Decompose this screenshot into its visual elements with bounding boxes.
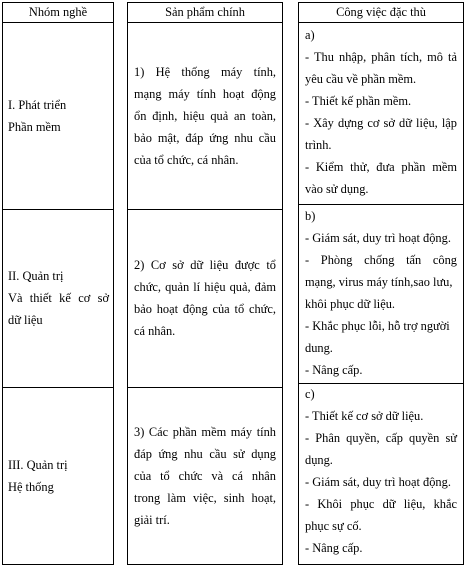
product-1-line-2: mạng máy tính hoạt động	[134, 86, 276, 101]
group-cell-2	[3, 209, 113, 387]
product-1-line-4: bảo mật, đáp ứng nhu cầu	[134, 130, 276, 145]
group-2-line-2: Và thiết kế cơ sở	[8, 291, 109, 305]
header-specific-tasks: Công việc đặc thù	[336, 5, 426, 19]
column-specific-tasks	[298, 2, 464, 565]
task-a-line-7: vào sử dụng.	[305, 182, 369, 196]
task-c-line-7: - Nâng cấp.	[305, 541, 363, 555]
column-career-group	[2, 2, 114, 565]
task-cell-c	[299, 383, 463, 564]
task-c-line-5: - Khôi phục dữ liệu, khắc	[305, 497, 457, 511]
group-cell-1	[3, 22, 113, 209]
group-3-line-2: Hệ thống	[8, 479, 54, 494]
product-2-line-1: 2) Cơ sở dữ liệu được tổ	[134, 258, 276, 272]
task-a-label: a)	[305, 28, 315, 42]
table-border	[299, 564, 463, 565]
product-2-line-3: bảo hoạt động của tổ chức,	[134, 302, 276, 316]
task-b-line-3: mạng, virus máy tính,sao lưu,	[305, 275, 453, 289]
task-cell-b	[299, 205, 463, 383]
task-c-line-1: - Thiết kế cơ sở dữ liệu.	[305, 409, 424, 423]
task-a-line-5: trình.	[305, 138, 332, 152]
product-2-line-2: chức, quản lí hiệu quả, đảm	[134, 280, 276, 294]
product-1-line-3: ổn định, hiệu quả an toàn,	[134, 108, 276, 123]
task-b-line-5: - Khắc phục lỗi, hỗ trợ người	[305, 319, 450, 333]
group-cell-3	[3, 387, 113, 564]
task-b-line-2: - Phòng chống tấn công	[305, 253, 457, 267]
product-1-line-5: của tổ chức, cá nhân.	[134, 152, 239, 167]
group-1-line-2: Phần mềm	[8, 119, 61, 134]
group-2-line-1: II. Quản trị	[8, 269, 64, 283]
product-2-line-4: cá nhân.	[134, 324, 176, 338]
task-b-line-1: - Giám sát, duy trì hoạt động.	[305, 231, 451, 245]
table-border	[299, 22, 463, 23]
product-3-line-5: giải trí.	[134, 512, 170, 527]
table-border	[3, 564, 113, 565]
task-a-line-3: - Thiết kế phần mềm.	[305, 94, 412, 108]
task-c-line-3: dụng.	[305, 453, 333, 467]
task-c-label: c)	[305, 387, 315, 401]
product-3-line-4: trong làm việc, sinh hoạt,	[134, 490, 276, 505]
header-career-group: Nhóm nghề	[28, 5, 88, 19]
task-b-line-6: dung.	[305, 341, 333, 355]
header-main-products: Sản phẩm chính	[165, 5, 245, 19]
product-3-line-2: đáp ứng nhu cầu sử dụng	[134, 446, 276, 461]
task-b-line-7: - Nâng cấp.	[305, 363, 363, 377]
table-border	[128, 564, 282, 565]
group-1-line-1: I. Phát triển	[8, 97, 67, 112]
task-cell-a	[299, 24, 463, 209]
task-a-line-1: - Thu nhập, phân tích, mô tả	[305, 50, 457, 64]
product-cell-2	[128, 209, 282, 387]
group-2-line-3: dữ liệu	[8, 313, 43, 327]
task-c-line-4: - Giám sát, duy trì hoạt động.	[305, 475, 451, 489]
product-cell-3	[128, 387, 282, 564]
product-3-line-1: 3) Các phần mềm máy tính	[134, 424, 276, 439]
task-a-line-4: - Xây dựng cơ sở dữ liệu, lập	[305, 116, 457, 130]
task-c-line-6: phục sự cố.	[305, 519, 362, 533]
task-b-line-4: khôi phục dữ liệu.	[305, 297, 395, 311]
product-3-line-3: của tổ chức và cá nhân	[134, 468, 276, 483]
product-1-line-1: 1) Hệ thống máy tính,	[134, 64, 276, 79]
column-main-products	[127, 2, 283, 565]
task-a-line-6: - Kiểm thử, đưa phần mềm	[305, 160, 457, 174]
group-3-line-1: III. Quản trị	[8, 457, 68, 472]
product-cell-1	[128, 22, 282, 209]
task-b-label: b)	[305, 209, 316, 223]
task-a-line-2: yêu cầu về phần mềm.	[305, 72, 417, 86]
task-c-line-2: - Phân quyền, cấp quyền sử	[305, 431, 457, 445]
